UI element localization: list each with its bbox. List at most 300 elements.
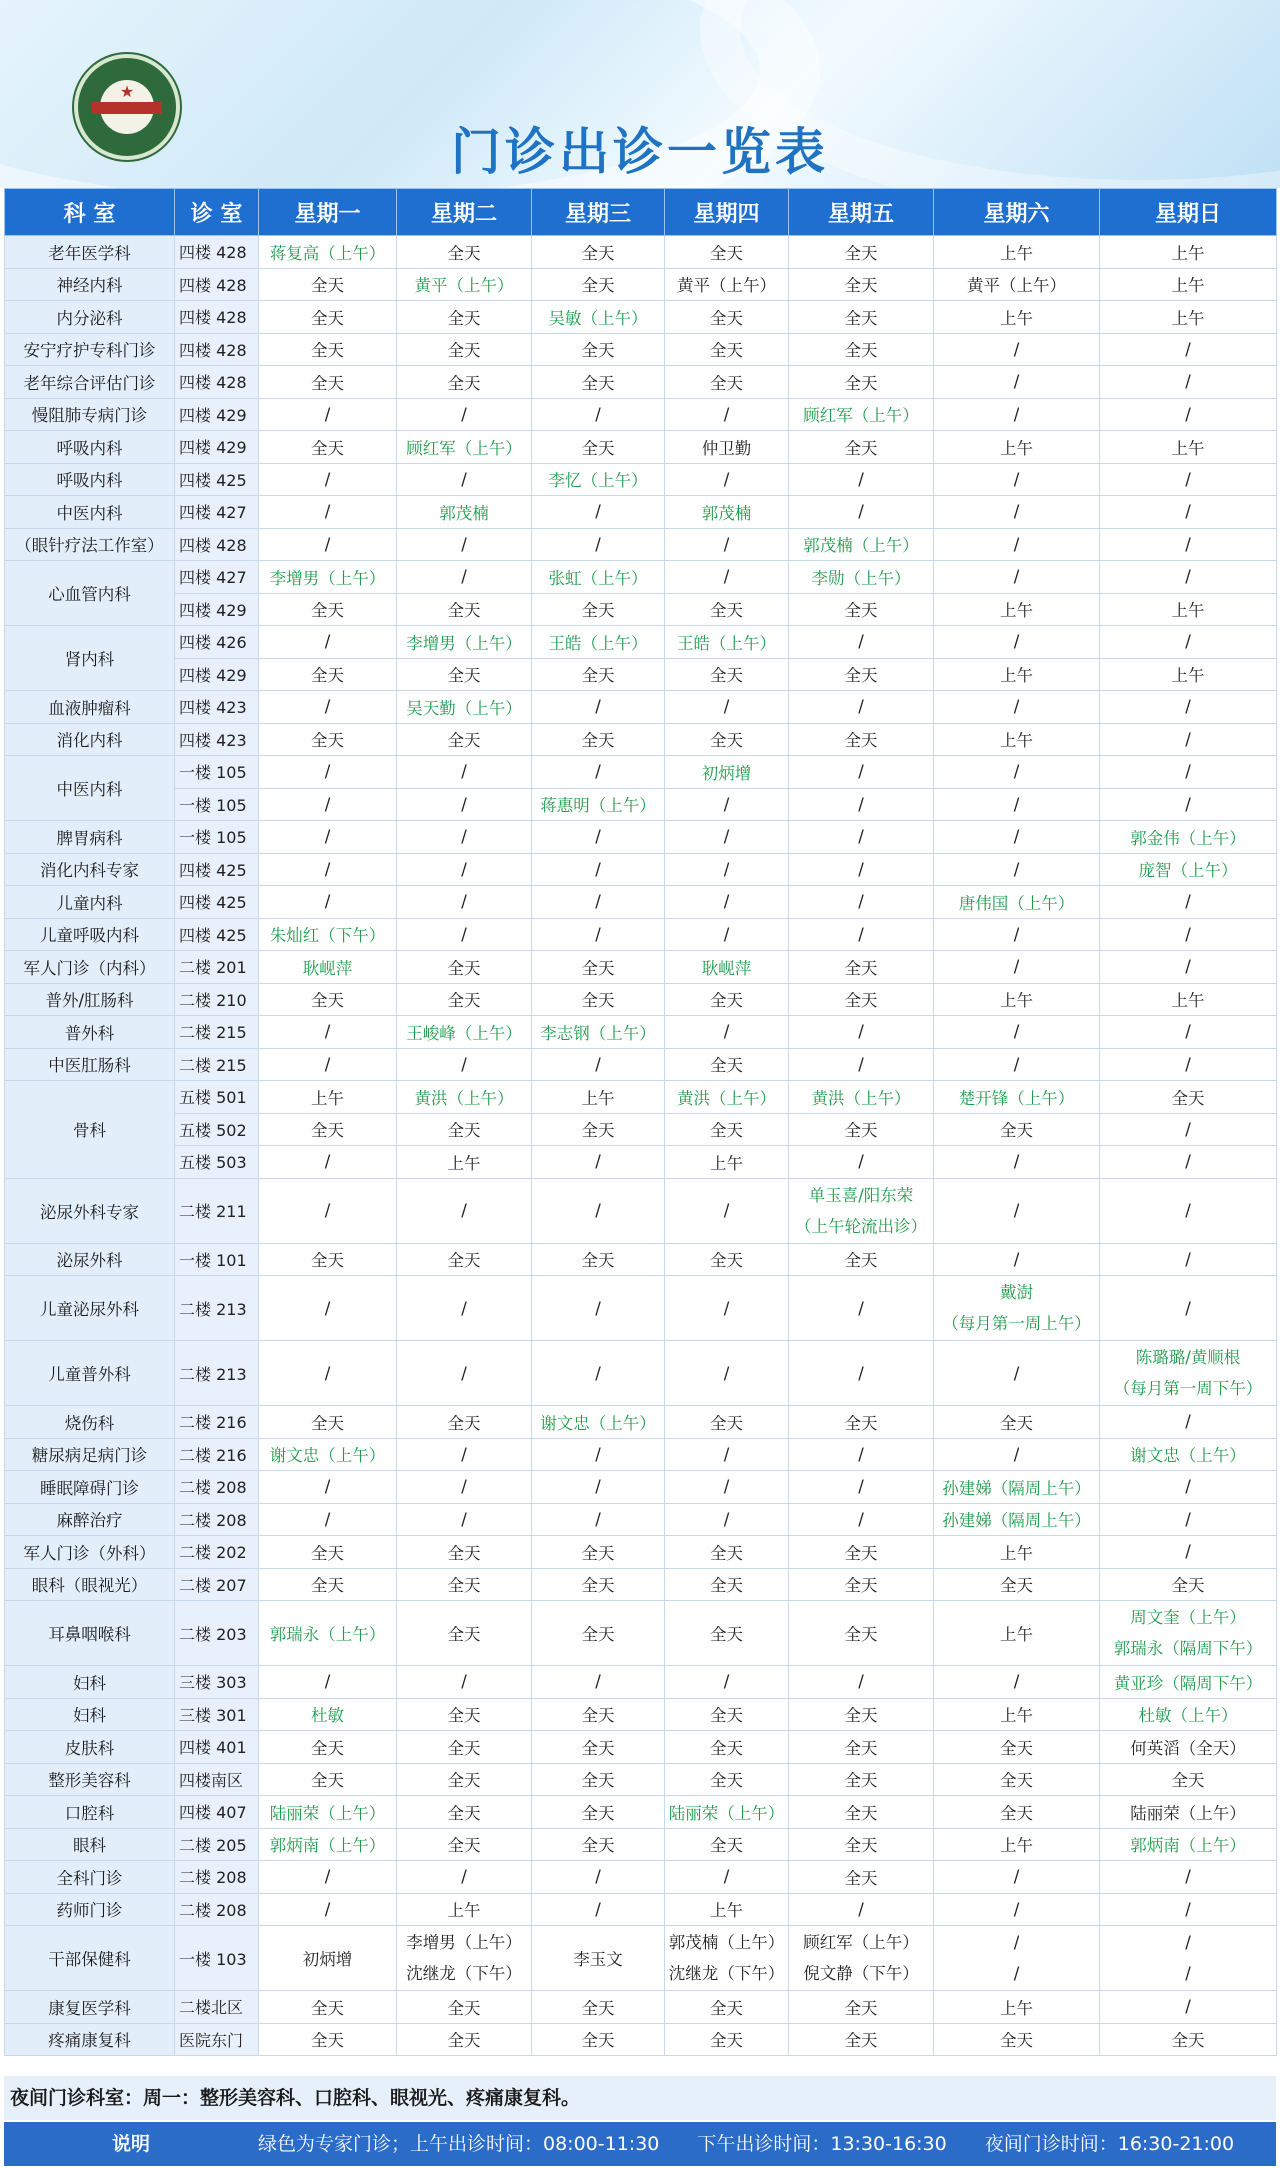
schedule-cell: 全天 — [397, 1763, 532, 1796]
schedule-cell: 全天 — [397, 301, 532, 334]
schedule-cell: 全天 — [532, 1796, 665, 1829]
schedule-cell: 王峻峰（上午） — [397, 1016, 532, 1049]
schedule-cell: / — [532, 528, 665, 561]
schedule-cell: 全天 — [934, 1796, 1100, 1829]
schedule-cell — [665, 1926, 789, 1991]
schedule-cell: 上午 — [934, 1601, 1100, 1666]
column-header: 星期日 — [1100, 189, 1277, 236]
room-cell: 二楼 208 — [175, 1503, 259, 1536]
schedule-cell: 全天 — [397, 1991, 532, 2024]
schedule-cell: / — [934, 821, 1100, 854]
schedule-cell: 全天 — [259, 268, 397, 301]
room-cell: 四楼 425 — [175, 918, 259, 951]
department-cell: 血液肿瘤科 — [5, 691, 175, 724]
schedule-cell — [397, 1926, 532, 1991]
schedule-cell: / — [665, 561, 789, 594]
schedule-cell: / — [789, 756, 934, 789]
schedule-cell: 上午 — [1100, 301, 1277, 334]
schedule-cell: / — [532, 756, 665, 789]
department-cell: 睡眠障碍门诊 — [5, 1471, 175, 1504]
schedule-line: 沈继龙（下午） — [406, 1964, 522, 1983]
schedule-cell: 全天 — [789, 1113, 934, 1146]
schedule-cell: / — [665, 691, 789, 724]
schedule-cell: 全天 — [259, 333, 397, 366]
schedule-cell: 初炳增 — [259, 1926, 397, 1991]
schedule-cell: 杜敏（上午） — [1100, 1698, 1277, 1731]
schedule-cell: / — [259, 788, 397, 821]
schedule-cell: / — [789, 1438, 934, 1471]
department-cell: 泌尿外科专家 — [5, 1178, 175, 1243]
schedule-cell: 吴敏（上午） — [532, 301, 665, 334]
schedule-cell — [1100, 1926, 1277, 1991]
room-cell: 四楼 425 — [175, 853, 259, 886]
schedule-cell: 上午 — [1100, 983, 1277, 1016]
schedule-line: 倪文静（下午） — [803, 1964, 919, 1983]
schedule-cell: 全天 — [789, 366, 934, 399]
schedule-cell: / — [397, 528, 532, 561]
department-cell: 全科门诊 — [5, 1861, 175, 1894]
department-cell: 整形美容科 — [5, 1763, 175, 1796]
department-cell: 妇科 — [5, 1666, 175, 1699]
schedule-cell: 上午 — [934, 431, 1100, 464]
room-cell: 四楼 428 — [175, 333, 259, 366]
schedule-cell: 全天 — [789, 723, 934, 756]
department-cell: 耳鼻咽喉科 — [5, 1601, 175, 1666]
table-row — [5, 1243, 1277, 1276]
schedule-cell: / — [1100, 1048, 1277, 1081]
department-cell: 妇科 — [5, 1698, 175, 1731]
department-cell: 儿童普外科 — [5, 1341, 175, 1406]
room-cell: 四楼 425 — [175, 886, 259, 919]
schedule-cell: 全天 — [532, 1698, 665, 1731]
department-cell: 呼吸内科 — [5, 463, 175, 496]
schedule-cell: / — [532, 886, 665, 919]
schedule-cell: 全天 — [1100, 1763, 1277, 1796]
schedule-cell: 全天 — [397, 723, 532, 756]
department-cell: 脾胃病科 — [5, 821, 175, 854]
table-row — [5, 821, 1277, 854]
schedule-cell: 上午 — [934, 301, 1100, 334]
schedule-cell: / — [1100, 1178, 1277, 1243]
schedule-cell: 全天 — [934, 1763, 1100, 1796]
schedule-cell: 全天 — [532, 268, 665, 301]
schedule-cell: 全天 — [532, 983, 665, 1016]
schedule-cell: / — [934, 1146, 1100, 1179]
schedule-cell: / — [934, 561, 1100, 594]
schedule-cell: 上午 — [934, 1828, 1100, 1861]
schedule-cell: / — [397, 1178, 532, 1243]
room-cell: 二楼 207 — [175, 1568, 259, 1601]
schedule-cell: 李勋（上午） — [789, 561, 934, 594]
schedule-cell: / — [934, 1243, 1100, 1276]
schedule-cell: / — [1100, 1016, 1277, 1049]
schedule-cell: / — [934, 788, 1100, 821]
schedule-line: 顾红军（上午） — [803, 1933, 919, 1952]
schedule-cell: 黄洪（上午） — [397, 1081, 532, 1114]
schedule-cell: / — [934, 626, 1100, 659]
room-cell: 四楼 428 — [175, 301, 259, 334]
department-cell: 皮肤科 — [5, 1731, 175, 1764]
schedule-cell: 全天 — [934, 1406, 1100, 1439]
table-row — [5, 626, 1277, 659]
schedule-cell: / — [934, 1893, 1100, 1926]
department-cell: 老年综合评估门诊 — [5, 366, 175, 399]
schedule-cell: 全天 — [397, 1568, 532, 1601]
schedule-cell: 陆丽荣（上午） — [1100, 1796, 1277, 1829]
schedule-cell: 唐伟国（上午） — [934, 886, 1100, 919]
schedule-cell: / — [934, 1861, 1100, 1894]
room-cell: 三楼 303 — [175, 1666, 259, 1699]
schedule-cell: / — [1100, 1893, 1277, 1926]
schedule-cell: 全天 — [789, 333, 934, 366]
table-row — [5, 268, 1277, 301]
schedule-cell: / — [665, 1503, 789, 1536]
table-row — [5, 1406, 1277, 1439]
table-row — [5, 788, 1277, 821]
schedule-cell: 全天 — [532, 1113, 665, 1146]
schedule-line: 郭瑞永（隔周下午） — [1113, 1639, 1263, 1658]
department-cell: 军人门诊（外科） — [5, 1536, 175, 1569]
schedule-cell: 吴天勤（上午） — [397, 691, 532, 724]
schedule-cell: / — [934, 853, 1100, 886]
schedule-cell: / — [1100, 626, 1277, 659]
schedule-cell: / — [934, 1666, 1100, 1699]
schedule-cell: 全天 — [259, 366, 397, 399]
schedule-cell: 全天 — [397, 593, 532, 626]
schedule-cell: / — [259, 1178, 397, 1243]
schedule-cell: / — [789, 626, 934, 659]
department-cell: 中医内科 — [5, 756, 175, 821]
schedule-cell: 全天 — [665, 1048, 789, 1081]
schedule-cell: 上午 — [934, 1698, 1100, 1731]
schedule-cell: 全天 — [397, 1698, 532, 1731]
table-row — [5, 593, 1277, 626]
schedule-cell: / — [259, 1146, 397, 1179]
schedule-cell: 郭茂楠 — [397, 496, 532, 529]
schedule-cell: / — [1100, 951, 1277, 984]
department-cell: 心血管内科 — [5, 561, 175, 626]
schedule-cell: 全天 — [665, 1991, 789, 2024]
schedule-cell: 全天 — [789, 1861, 934, 1894]
schedule-cell: 楚开锋（上午） — [934, 1081, 1100, 1114]
schedule-cell: 全天 — [665, 366, 789, 399]
schedule-cell: / — [934, 333, 1100, 366]
room-cell: 四楼 423 — [175, 691, 259, 724]
schedule-cell: 初炳增 — [665, 756, 789, 789]
schedule-cell: 全天 — [532, 658, 665, 691]
department-cell: 中医内科 — [5, 496, 175, 529]
schedule-cell: 全天 — [665, 301, 789, 334]
schedule-cell: 全天 — [789, 236, 934, 269]
schedule-cell: / — [259, 1016, 397, 1049]
schedule-cell: 全天 — [532, 1731, 665, 1764]
schedule-cell: 全天 — [789, 658, 934, 691]
schedule-cell: 全天 — [532, 366, 665, 399]
schedule-cell: / — [789, 1048, 934, 1081]
schedule-cell: / — [1100, 691, 1277, 724]
schedule-cell: / — [1100, 918, 1277, 951]
room-cell: 二楼 208 — [175, 1893, 259, 1926]
schedule-cell: / — [789, 463, 934, 496]
schedule-cell: / — [1100, 756, 1277, 789]
department-cell: 慢阻肺专病门诊 — [5, 398, 175, 431]
schedule-cell: 全天 — [259, 431, 397, 464]
schedule-cell: 全天 — [789, 1536, 934, 1569]
schedule-cell: 全天 — [259, 1243, 397, 1276]
schedule-cell: 全天 — [665, 1763, 789, 1796]
schedule-cell: / — [397, 1438, 532, 1471]
schedule-cell: / — [934, 918, 1100, 951]
schedule-cell: 上午 — [397, 1893, 532, 1926]
department-cell: 安宁疗护专科门诊 — [5, 333, 175, 366]
schedule-cell: / — [934, 691, 1100, 724]
schedule-cell: / — [1100, 1276, 1277, 1341]
department-cell: 消化内科 — [5, 723, 175, 756]
room-cell: 五楼 501 — [175, 1081, 259, 1114]
room-cell: 四楼南区 — [175, 1763, 259, 1796]
legend-label: 说明 — [111, 2133, 150, 2155]
schedule-cell: 张虹（上午） — [532, 561, 665, 594]
schedule-cell: / — [665, 1276, 789, 1341]
schedule-cell: / — [665, 1016, 789, 1049]
room-cell: 一楼 103 — [175, 1926, 259, 1991]
star-icon: ★ — [119, 82, 135, 101]
schedule-cell: / — [789, 853, 934, 886]
schedule-cell: / — [532, 1048, 665, 1081]
table-row — [5, 1861, 1277, 1894]
schedule-cell: / — [1100, 723, 1277, 756]
schedule-cell: / — [532, 853, 665, 886]
schedule-line: 单玉喜/阳东荣 — [808, 1185, 914, 1205]
schedule-cell: 全天 — [532, 333, 665, 366]
schedule-cell: / — [532, 821, 665, 854]
schedule-cell: / — [1100, 561, 1277, 594]
schedule-cell — [789, 1178, 934, 1243]
schedule-cell: 孙建娣（隔周上午） — [934, 1471, 1100, 1504]
schedule-cell: / — [934, 951, 1100, 984]
room-cell: 五楼 503 — [175, 1146, 259, 1179]
column-header: 诊 室 — [175, 189, 259, 236]
schedule-cell: 上午 — [934, 593, 1100, 626]
schedule-cell: / — [934, 463, 1100, 496]
schedule-cell: 全天 — [789, 1763, 934, 1796]
schedule-cell: / — [532, 398, 665, 431]
schedule-cell: 全天 — [789, 268, 934, 301]
room-cell: 二楼 201 — [175, 951, 259, 984]
table-row — [5, 1666, 1277, 1699]
schedule-cell: / — [665, 821, 789, 854]
schedule-cell: 全天 — [665, 1406, 789, 1439]
schedule-cell: 全天 — [665, 2023, 789, 2056]
table-row — [5, 1276, 1277, 1341]
table-row — [5, 431, 1277, 464]
schedule-cell: 全天 — [789, 1406, 934, 1439]
schedule-cell: 朱灿红（下午） — [259, 918, 397, 951]
schedule-line: / — [1185, 1933, 1191, 1952]
table-row — [5, 333, 1277, 366]
schedule-cell: / — [259, 1666, 397, 1699]
column-header: 科 室 — [5, 189, 175, 236]
table-row — [5, 886, 1277, 919]
schedule-cell: / — [259, 1048, 397, 1081]
schedule-cell: 全天 — [397, 1243, 532, 1276]
table-row — [5, 1503, 1277, 1536]
schedule-cell: 郭茂楠 — [665, 496, 789, 529]
schedule-cell: 黄平（上午） — [934, 268, 1100, 301]
schedule-cell: 王皓（上午） — [665, 626, 789, 659]
schedule-cell: / — [532, 1503, 665, 1536]
schedule-cell: 全天 — [259, 658, 397, 691]
schedule-cell: / — [259, 1276, 397, 1341]
schedule-cell: / — [259, 853, 397, 886]
schedule-cell: 郭炳南（上午） — [259, 1828, 397, 1861]
schedule-line: （每月第一周上午） — [942, 1314, 1091, 1333]
schedule-cell: / — [397, 1503, 532, 1536]
schedule-cell: 仲卫勤 — [665, 431, 789, 464]
room-cell: 四楼 428 — [175, 366, 259, 399]
table-row — [5, 1146, 1277, 1179]
room-cell: 四楼 428 — [175, 268, 259, 301]
schedule-line: / — [1013, 1933, 1020, 1952]
schedule-cell: / — [532, 1276, 665, 1341]
schedule-cell: 全天 — [789, 1243, 934, 1276]
table-row — [5, 1991, 1277, 2024]
schedule-cell: 全天 — [532, 593, 665, 626]
column-header: 星期六 — [934, 189, 1100, 236]
schedule-cell: 李忆（上午） — [532, 463, 665, 496]
schedule-cell: / — [532, 691, 665, 724]
schedule-cell: 全天 — [1100, 1081, 1277, 1114]
schedule-cell: 全天 — [934, 2023, 1100, 2056]
page-title: 门诊出诊一览表 — [451, 122, 829, 181]
room-cell: 四楼 427 — [175, 561, 259, 594]
schedule-cell: 郭瑞永（上午） — [259, 1601, 397, 1666]
room-cell: 二楼 216 — [175, 1438, 259, 1471]
department-cell: 内分泌科 — [5, 301, 175, 334]
table-row — [5, 2023, 1277, 2056]
schedule-cell: 全天 — [532, 1536, 665, 1569]
room-cell: 四楼 401 — [175, 1731, 259, 1764]
schedule-cell: 全天 — [665, 983, 789, 1016]
room-cell: 二楼 213 — [175, 1341, 259, 1406]
schedule-cell: 上午 — [397, 1146, 532, 1179]
room-cell: 三楼 301 — [175, 1698, 259, 1731]
table-row — [5, 1828, 1277, 1861]
schedule-cell: 上午 — [665, 1893, 789, 1926]
table-row — [5, 1113, 1277, 1146]
department-cell: 麻醉治疗 — [5, 1503, 175, 1536]
table-row — [5, 1601, 1277, 1666]
column-header: 星期四 — [665, 189, 789, 236]
table-row — [5, 691, 1277, 724]
schedule-cell: 全天 — [532, 1991, 665, 2024]
schedule-cell: / — [1100, 463, 1277, 496]
schedule-cell — [934, 1926, 1100, 1991]
schedule-cell: 全天 — [934, 1568, 1100, 1601]
table-row — [5, 1763, 1277, 1796]
schedule-cell: 全天 — [397, 983, 532, 1016]
schedule-cell: / — [789, 1503, 934, 1536]
legend-text: 绿色为专家门诊；上午出诊时间：08:00-11:30 下午出诊时间：13:30-16:30 夜间门诊时间：16:30-21:00 — [258, 2133, 1235, 2155]
schedule-cell: 杜敏 — [259, 1698, 397, 1731]
schedule-cell: / — [789, 1666, 934, 1699]
schedule-cell: / — [665, 788, 789, 821]
schedule-cell: 全天 — [259, 983, 397, 1016]
schedule-cell: / — [397, 1276, 532, 1341]
schedule-cell: / — [397, 1341, 532, 1406]
schedule-cell: 全天 — [532, 1568, 665, 1601]
schedule-cell: 全天 — [665, 1243, 789, 1276]
schedule-cell: 郭茂楠（上午） — [789, 528, 934, 561]
schedule-cell: 李增男（上午） — [259, 561, 397, 594]
schedule-cell: / — [397, 886, 532, 919]
table-row — [5, 561, 1277, 594]
schedule-cell: 全天 — [532, 1601, 665, 1666]
table-row — [5, 1568, 1277, 1601]
schedule-cell: 全天 — [397, 333, 532, 366]
schedule-table — [4, 188, 1277, 2056]
schedule-cell: 上午 — [532, 1081, 665, 1114]
department-cell: 老年医学科 — [5, 236, 175, 269]
room-cell: 一楼 105 — [175, 788, 259, 821]
schedule-cell: 全天 — [665, 1113, 789, 1146]
room-cell: 四楼 429 — [175, 658, 259, 691]
schedule-cell: / — [789, 886, 934, 919]
table-row — [5, 236, 1277, 269]
schedule-cell — [934, 1276, 1100, 1341]
schedule-cell: / — [397, 1048, 532, 1081]
schedule-cell: 上午 — [934, 1991, 1100, 2024]
schedule-cell: 全天 — [934, 1113, 1100, 1146]
table-row — [5, 463, 1277, 496]
department-cell: 干部保健科 — [5, 1926, 175, 1991]
room-cell: 二楼 215 — [175, 1016, 259, 1049]
room-cell: 四楼 427 — [175, 496, 259, 529]
room-cell: 四楼 428 — [175, 528, 259, 561]
table-row — [5, 1536, 1277, 1569]
schedule-cell: 全天 — [789, 1568, 934, 1601]
schedule-cell: 全天 — [789, 1731, 934, 1764]
schedule-cell: 黄洪（上午） — [665, 1081, 789, 1114]
schedule-cell: 何英滔（全天） — [1100, 1731, 1277, 1764]
night-clinic-note: 夜间门诊科室：周一：整形美容科、口腔科、眼视光、疼痛康复科。 — [4, 2076, 1276, 2120]
schedule-cell: 上午 — [1100, 658, 1277, 691]
schedule-cell: 全天 — [259, 1991, 397, 2024]
schedule-cell: / — [1100, 1503, 1277, 1536]
schedule-cell: 上午 — [259, 1081, 397, 1114]
schedule-line: / — [1185, 1964, 1191, 1983]
schedule-cell: / — [259, 463, 397, 496]
schedule-cell: / — [789, 1341, 934, 1406]
schedule-cell: / — [259, 821, 397, 854]
room-cell: 四楼 428 — [175, 236, 259, 269]
schedule-cell: / — [1100, 1243, 1277, 1276]
schedule-cell: / — [397, 821, 532, 854]
table-row — [5, 1731, 1277, 1764]
schedule-cell: 陆丽荣（上午） — [259, 1796, 397, 1829]
schedule-cell: / — [789, 1276, 934, 1341]
schedule-cell: / — [665, 886, 789, 919]
schedule-cell: / — [397, 561, 532, 594]
schedule-cell: / — [259, 691, 397, 724]
schedule-cell: 全天 — [259, 723, 397, 756]
schedule-cell: 上午 — [1100, 431, 1277, 464]
department-cell: 口腔科 — [5, 1796, 175, 1829]
schedule-cell: / — [259, 1893, 397, 1926]
schedule-cell: / — [934, 398, 1100, 431]
table-body — [5, 236, 1277, 2056]
schedule-cell: / — [1100, 398, 1277, 431]
